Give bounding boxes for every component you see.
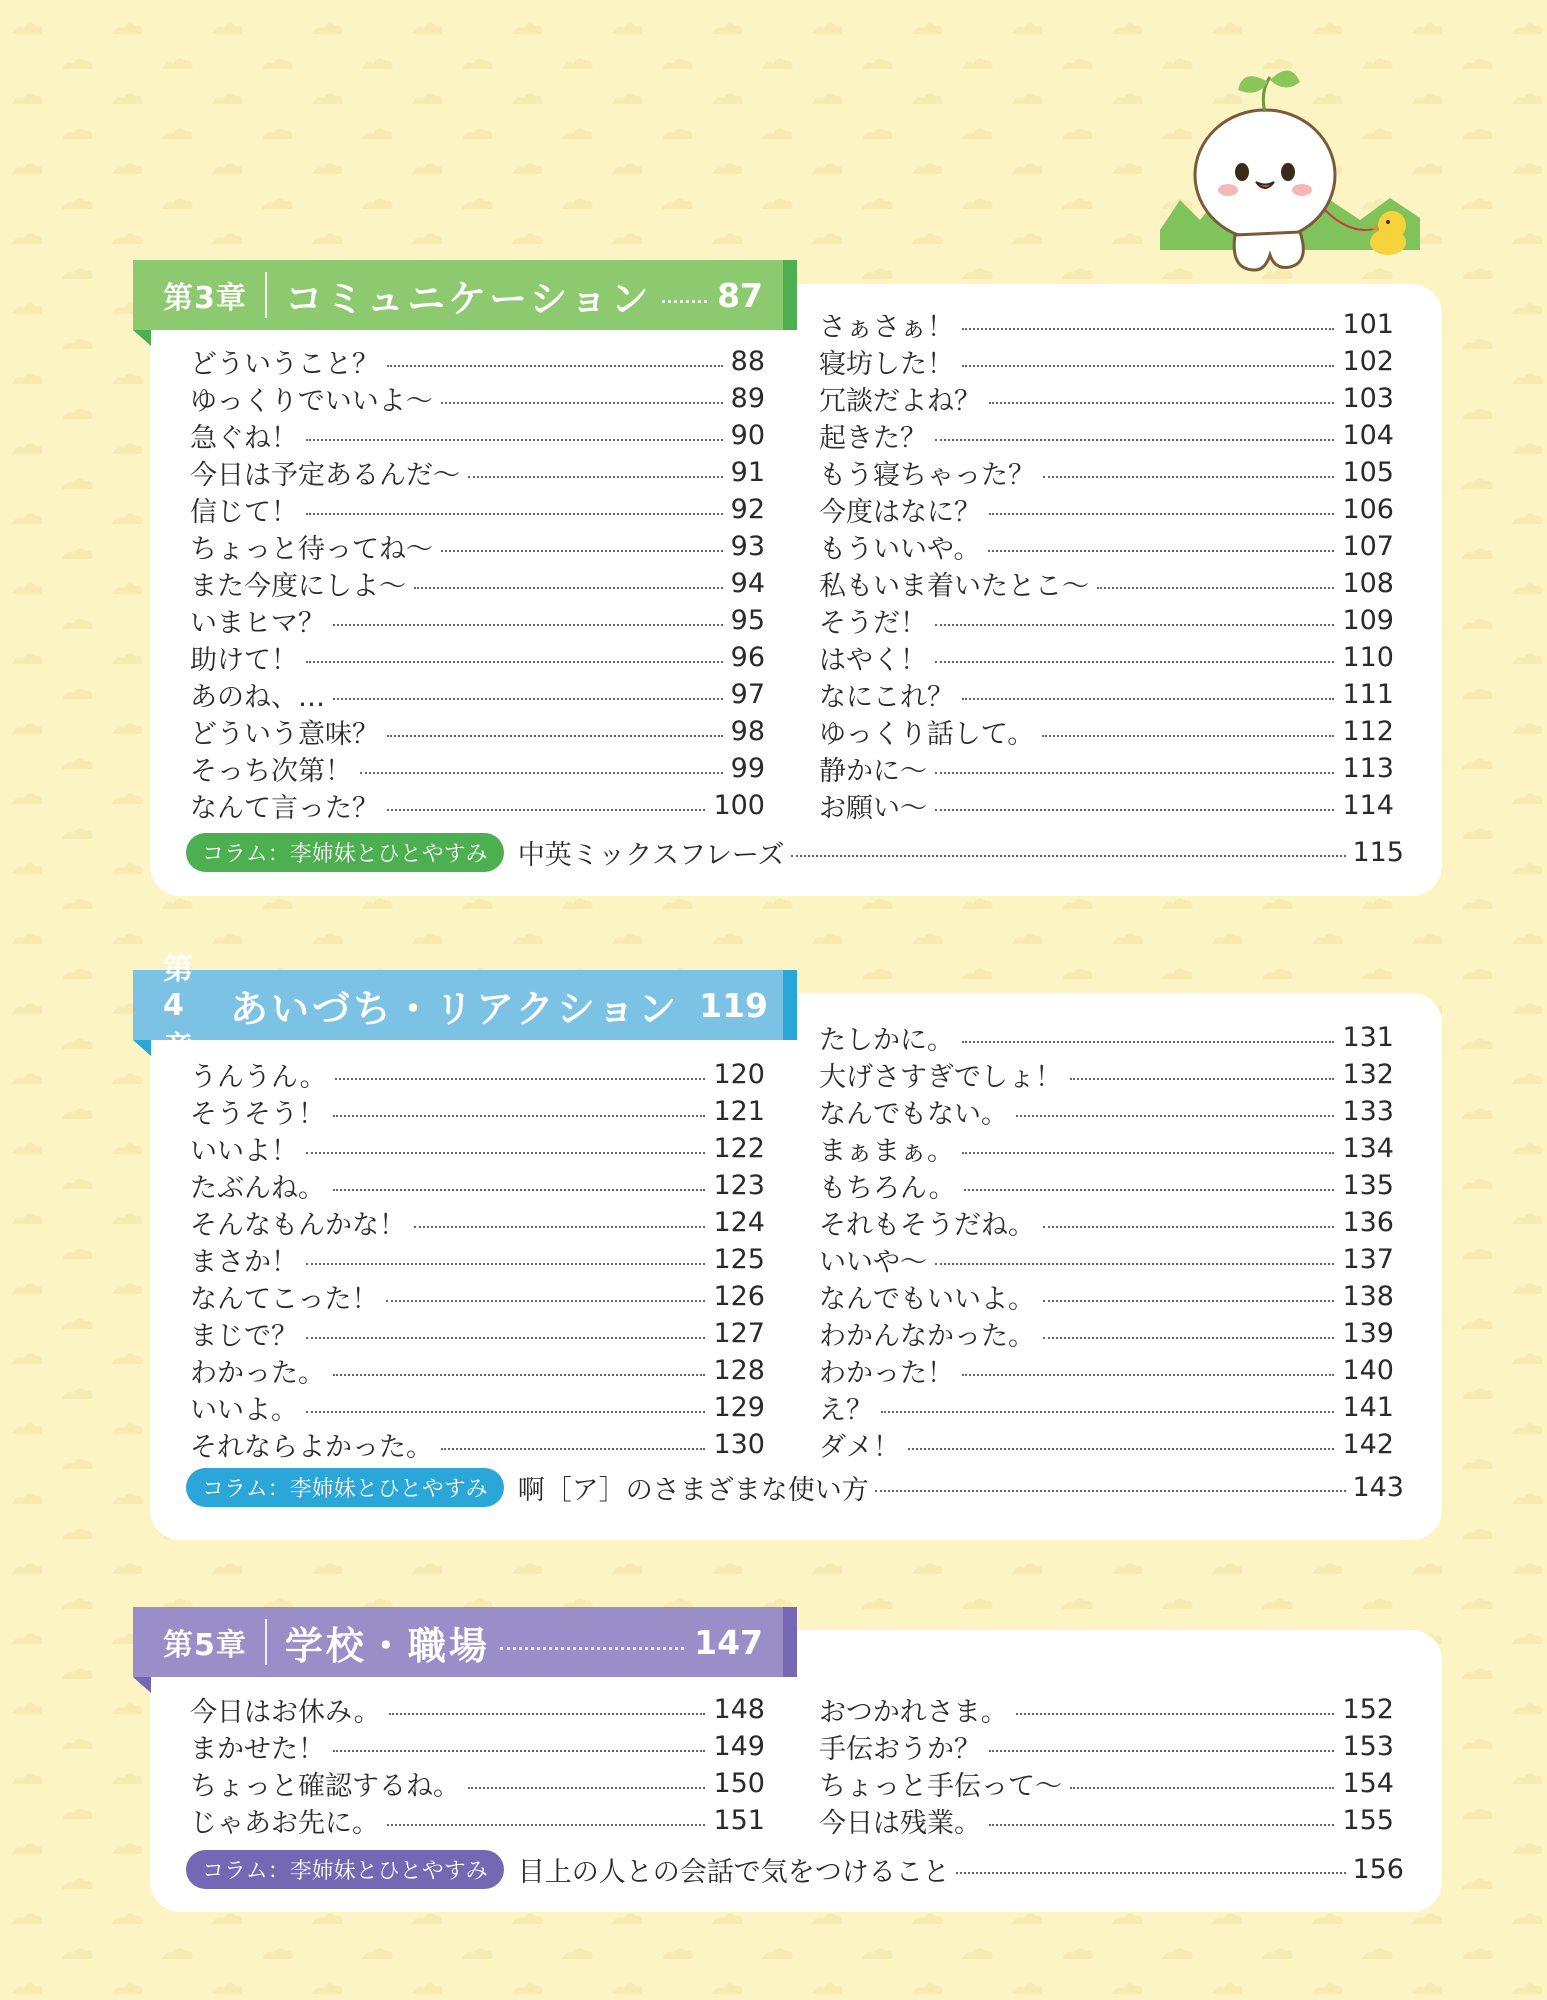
entry-page: 151 <box>713 1805 765 1836</box>
entry-title: また今度にしよ〜 <box>190 571 406 602</box>
toc-entry[interactable] <box>819 528 1394 565</box>
toc-entry[interactable] <box>819 380 1394 417</box>
entry-page: 109 <box>1342 605 1394 636</box>
banner-fold <box>133 1677 151 1693</box>
chapter-3-right-column <box>819 306 1394 824</box>
entry-page: 148 <box>713 1694 765 1725</box>
entry-page: 110 <box>1342 642 1394 673</box>
toc-entry[interactable] <box>819 750 1394 787</box>
toc-entry[interactable] <box>190 343 765 380</box>
leader-dots <box>1043 1337 1334 1339</box>
column-title: 目上の人との会話で気をつけること <box>517 1856 950 1888</box>
toc-entry[interactable] <box>819 1728 1394 1765</box>
entry-title: 手伝おうか？ <box>819 1734 981 1765</box>
toc-entry[interactable] <box>819 417 1394 454</box>
chapter-page: 87 <box>717 275 763 315</box>
leader-dots <box>306 439 723 441</box>
entry-title: なんでもいいよ。 <box>819 1284 1035 1315</box>
entry-title: お願い〜 <box>819 793 927 824</box>
leader-dots <box>333 624 723 626</box>
leader-dots <box>306 1411 705 1413</box>
banner-stripe <box>783 1607 797 1677</box>
entry-page: 111 <box>1342 679 1394 710</box>
toc-entry[interactable] <box>819 1019 1394 1056</box>
entry-title: 今日は残業。 <box>819 1808 981 1839</box>
toc-entry[interactable] <box>190 1241 765 1278</box>
toc-entry[interactable] <box>819 1093 1394 1130</box>
leader-dots <box>389 1713 706 1715</box>
banner-fold <box>133 1040 151 1056</box>
leader-dots <box>333 1189 705 1191</box>
toc-entry[interactable] <box>819 1315 1394 1352</box>
entry-title: いいや〜 <box>819 1247 927 1278</box>
leader-dots <box>306 661 723 663</box>
chapter-page: 147 <box>694 1622 763 1662</box>
entry-page: 153 <box>1342 1731 1394 1762</box>
toc-entry[interactable] <box>190 491 765 528</box>
entry-title: まさか！ <box>190 1247 298 1278</box>
entry-title: なんてこった！ <box>190 1284 379 1315</box>
entry-title: 冗談だよね？ <box>819 386 981 417</box>
entry-page: 97 <box>730 679 765 710</box>
toc-entry[interactable] <box>190 1167 765 1204</box>
leader-dots <box>333 698 723 700</box>
toc-entry[interactable] <box>819 602 1394 639</box>
banner-divider <box>265 272 267 318</box>
chapter-3-left-column <box>190 343 765 824</box>
chapter-4-right-column <box>819 1019 1394 1463</box>
entry-title: たぶんね。 <box>190 1173 325 1204</box>
entry-title: 急ぐね！ <box>190 423 298 454</box>
entry-title: ダメ！ <box>819 1432 900 1463</box>
entry-title: うんうん。 <box>190 1062 327 1093</box>
toc-entry[interactable] <box>819 565 1394 602</box>
leader-dots <box>387 1824 705 1826</box>
toc-entry[interactable] <box>190 380 765 417</box>
leader-dots <box>962 698 1334 700</box>
entry-page: 92 <box>730 494 765 525</box>
column-page: 143 <box>1352 1471 1404 1503</box>
entry-page: 123 <box>713 1170 765 1201</box>
column-badge: コラム：李姉妹とひとやすみ <box>186 833 504 872</box>
chapter-4-left-column <box>190 1056 765 1463</box>
entry-page: 129 <box>713 1392 765 1423</box>
leader-dots <box>989 513 1334 515</box>
leader-dots <box>1070 1787 1334 1789</box>
chapter-3-banner[interactable] <box>133 260 797 330</box>
column-page: 156 <box>1352 1853 1404 1885</box>
leader-dots <box>989 1824 1334 1826</box>
toc-entry[interactable] <box>190 1278 765 1315</box>
toc-entry[interactable] <box>190 713 765 750</box>
entry-page: 113 <box>1342 753 1394 784</box>
toc-entry[interactable] <box>190 750 765 787</box>
toc-entry[interactable] <box>819 491 1394 528</box>
entry-page: 108 <box>1342 568 1394 599</box>
leader-dots <box>881 1411 1334 1413</box>
entry-page: 128 <box>713 1355 765 1386</box>
leader-dots <box>333 1750 705 1752</box>
leader-dots <box>989 402 1334 404</box>
leader-dots <box>1043 476 1334 478</box>
toc-entry[interactable] <box>190 1093 765 1130</box>
entry-page: 131 <box>1342 1022 1394 1053</box>
leader-dots <box>962 328 1334 330</box>
chapter-5-column-row[interactable] <box>186 1849 1404 1889</box>
leader-dots <box>962 1374 1334 1376</box>
entry-page: 106 <box>1342 494 1394 525</box>
entry-page: 125 <box>713 1244 765 1275</box>
entry-title: 今度はなに？ <box>819 497 981 528</box>
entry-title: まぁまぁ。 <box>819 1136 954 1167</box>
entry-page: 105 <box>1342 457 1394 488</box>
entry-title: そっち次第！ <box>190 756 352 787</box>
toc-entry[interactable] <box>819 1426 1394 1463</box>
entry-page: 114 <box>1342 790 1394 821</box>
entry-title: まじで？ <box>190 1321 298 1352</box>
column-badge: コラム：李姉妹とひとやすみ <box>186 1468 504 1507</box>
leader-dots <box>1097 587 1334 589</box>
toc-entry[interactable] <box>190 1315 765 1352</box>
entry-page: 101 <box>1342 309 1394 340</box>
entry-title: なんでもない。 <box>819 1099 1008 1130</box>
toc-entry[interactable] <box>819 1389 1394 1426</box>
chapter-5-banner[interactable] <box>133 1607 797 1677</box>
entry-page: 138 <box>1342 1281 1394 1312</box>
banner-stripe <box>783 970 797 1040</box>
leader-dots <box>387 365 723 367</box>
banner-divider <box>265 1619 267 1665</box>
leader-dots <box>306 513 723 515</box>
entry-page: 142 <box>1342 1429 1394 1460</box>
leader-dots <box>875 1490 1347 1492</box>
entry-title: いいよ！ <box>190 1136 298 1167</box>
toc-entry[interactable] <box>819 639 1394 676</box>
leader-dots <box>962 1041 1334 1043</box>
leader-dots <box>306 1152 705 1154</box>
leader-dots <box>306 1263 705 1265</box>
toc-entry[interactable] <box>190 676 765 713</box>
toc-entry[interactable] <box>819 676 1394 713</box>
leader-dots <box>386 1300 705 1302</box>
entry-page: 155 <box>1342 1805 1394 1836</box>
entry-page: 94 <box>730 568 765 599</box>
entry-title: 今日はお休み。 <box>190 1697 381 1728</box>
leader-dots <box>935 1263 1334 1265</box>
entry-title: ゆっくり話して。 <box>819 719 1035 750</box>
toc-entry[interactable] <box>819 1278 1394 1315</box>
entry-title: 助けて！ <box>190 645 298 676</box>
entry-page: 134 <box>1342 1133 1394 1164</box>
entry-title: どういうこと？ <box>190 349 379 380</box>
toc-entry[interactable] <box>190 1204 765 1241</box>
chapter-title: コミュニケーション <box>284 275 652 321</box>
entry-page: 137 <box>1342 1244 1394 1275</box>
leader-dots <box>414 587 723 589</box>
banner-fold <box>133 330 151 346</box>
entry-page: 124 <box>713 1207 765 1238</box>
toc-entry[interactable] <box>190 1802 765 1839</box>
entry-title: なんて言った？ <box>190 793 379 824</box>
leader-dots <box>468 1787 705 1789</box>
toc-entry[interactable] <box>819 306 1394 343</box>
leader-dots <box>962 1152 1334 1154</box>
leader-dots <box>962 365 1334 367</box>
leader-dots <box>1016 1713 1335 1715</box>
toc-entry[interactable] <box>819 1130 1394 1167</box>
entry-title: おつかれさま。 <box>819 1697 1008 1728</box>
leader-dots <box>908 1448 1334 1450</box>
entry-title: 今日は予定あるんだ〜 <box>190 460 460 491</box>
entry-page: 102 <box>1342 346 1394 377</box>
banner-stripe <box>783 260 797 330</box>
chapter-number: 第4章 <box>163 951 194 1066</box>
leader-dots <box>935 809 1334 811</box>
leader-dots <box>387 809 705 811</box>
entry-title: わかった！ <box>819 1358 954 1389</box>
leader-dots <box>1016 1115 1334 1117</box>
leader-dots <box>441 1448 705 1450</box>
entry-title: 大げさすぎでしょ！ <box>819 1062 1062 1093</box>
toc-entry[interactable] <box>190 1389 765 1426</box>
leader-dots <box>989 1750 1334 1752</box>
entry-title: 信じて！ <box>190 497 298 528</box>
toc-entry[interactable] <box>819 1802 1394 1839</box>
leader-dots <box>935 439 1334 441</box>
toc-entry[interactable] <box>819 1167 1394 1204</box>
chapter-4-banner[interactable] <box>133 951 797 1066</box>
entry-title: わかんなかった。 <box>819 1321 1035 1352</box>
toc-entry[interactable] <box>819 343 1394 380</box>
entry-page: 90 <box>730 420 765 451</box>
chapter-number: 第5章 <box>163 1628 247 1663</box>
entry-title: 私もいま着いたとこ〜 <box>819 571 1089 602</box>
toc-entry[interactable] <box>190 528 765 565</box>
entry-page: 127 <box>713 1318 765 1349</box>
leader-dots <box>791 855 1347 857</box>
leader-dots <box>1070 1078 1334 1080</box>
entry-page: 139 <box>1342 1318 1394 1349</box>
entry-page: 135 <box>1342 1170 1394 1201</box>
toc-entry[interactable] <box>819 713 1394 750</box>
leader-dots <box>500 1647 684 1650</box>
entry-title: わかった。 <box>190 1358 325 1389</box>
toc-entry[interactable] <box>819 1691 1394 1728</box>
toc-entry[interactable] <box>190 1352 765 1389</box>
entry-page: 121 <box>713 1096 765 1127</box>
entry-page: 150 <box>713 1768 765 1799</box>
leader-dots <box>387 735 723 737</box>
toc-entry[interactable] <box>190 787 765 824</box>
chapter-title: 学校・職場 <box>284 1622 490 1668</box>
entry-title: もちろん。 <box>819 1173 956 1204</box>
entry-page: 122 <box>713 1133 765 1164</box>
toc-entry[interactable] <box>819 1204 1394 1241</box>
entry-page: 141 <box>1342 1392 1394 1423</box>
entry-page: 99 <box>730 753 765 784</box>
entry-title: もう寝ちゃった？ <box>819 460 1035 491</box>
toc-entry[interactable] <box>190 1130 765 1167</box>
entry-page: 130 <box>713 1429 765 1460</box>
entry-title: それもそうだね。 <box>819 1210 1035 1241</box>
leader-dots <box>441 402 723 404</box>
entry-title: いいよ。 <box>190 1395 298 1426</box>
leader-dots <box>306 1337 705 1339</box>
column-page: 115 <box>1352 836 1404 868</box>
entry-page: 104 <box>1342 420 1394 451</box>
leader-dots <box>335 1078 706 1080</box>
leader-dots <box>360 772 723 774</box>
toc-entry[interactable] <box>819 1765 1394 1802</box>
entry-page: 96 <box>730 642 765 673</box>
toc-entry[interactable] <box>819 454 1394 491</box>
entry-page: 95 <box>730 605 765 636</box>
entry-title: 起きた？ <box>819 423 927 454</box>
toc-entry[interactable] <box>190 565 765 602</box>
entry-title: え？ <box>819 1395 873 1426</box>
entry-title: いまヒマ？ <box>190 608 325 639</box>
chapter-5-left-column <box>190 1691 765 1839</box>
entry-page: 149 <box>713 1731 765 1762</box>
entry-title: なにこれ？ <box>819 682 954 713</box>
leader-dots <box>1042 735 1334 737</box>
entry-title: ちょっと手伝って〜 <box>819 1771 1062 1802</box>
toc-entry[interactable] <box>190 1765 765 1802</box>
entry-title: たしかに。 <box>819 1025 954 1056</box>
leader-dots <box>468 476 723 478</box>
entry-title: じゃあお先に。 <box>190 1808 379 1839</box>
toc-entry[interactable] <box>190 1426 765 1463</box>
entry-page: 140 <box>1342 1355 1394 1386</box>
entry-title: どういう意味？ <box>190 719 379 750</box>
chapter-number: 第3章 <box>163 281 247 316</box>
leader-dots <box>333 1374 705 1376</box>
leader-dots <box>935 624 1334 626</box>
entry-page: 103 <box>1342 383 1394 414</box>
column-title: 中英ミックスフレーズ <box>517 839 785 871</box>
chapter-4-column-row[interactable] <box>186 1467 1404 1507</box>
entry-title: もういいや。 <box>819 534 981 565</box>
entry-title: さぁさぁ！ <box>819 312 954 343</box>
chapter-3-column-row[interactable] <box>186 832 1404 872</box>
leader-dots <box>414 1226 705 1228</box>
chapter-title: あいづち・リアクション <box>230 985 680 1031</box>
entry-page: 88 <box>730 346 765 377</box>
column-title: 啊［ア］のさまざまな使い方 <box>517 1474 869 1506</box>
leader-dots <box>662 300 707 303</box>
entry-page: 136 <box>1342 1207 1394 1238</box>
entry-page: 93 <box>730 531 765 562</box>
entry-title: はやく！ <box>819 645 927 676</box>
leader-dots <box>333 1115 705 1117</box>
leader-dots <box>1043 1300 1334 1302</box>
leader-dots <box>1043 1226 1334 1228</box>
chapter-page: 119 <box>699 985 768 1025</box>
entry-page: 152 <box>1342 1694 1394 1725</box>
toc-entry[interactable] <box>190 1691 765 1728</box>
entry-title: そんなもんかな！ <box>190 1210 406 1241</box>
entry-title: ちょっと待ってね〜 <box>190 534 433 565</box>
entry-page: 133 <box>1342 1096 1394 1127</box>
toc-entry[interactable] <box>819 787 1394 824</box>
chapter-5-right-column <box>819 1691 1394 1839</box>
toc-entry[interactable] <box>819 1056 1394 1093</box>
entry-title: ちょっと確認するね。 <box>190 1771 460 1802</box>
leader-dots <box>935 772 1334 774</box>
column-badge: コラム：李姉妹とひとやすみ <box>186 1850 504 1889</box>
entry-title: 静かに〜 <box>819 756 927 787</box>
entry-page: 89 <box>730 383 765 414</box>
entry-page: 126 <box>713 1281 765 1312</box>
entry-page: 154 <box>1342 1768 1394 1799</box>
entry-page: 100 <box>713 790 765 821</box>
toc-entry[interactable] <box>190 1056 765 1093</box>
toc-entry[interactable] <box>190 417 765 454</box>
entry-page: 120 <box>713 1059 765 1090</box>
mascot-illustration <box>1160 60 1420 285</box>
entry-page: 132 <box>1342 1059 1394 1090</box>
entry-page: 112 <box>1342 716 1394 747</box>
toc-entry[interactable] <box>190 1728 765 1765</box>
entry-title: そうだ！ <box>819 608 927 639</box>
entry-title: それならよかった。 <box>190 1432 433 1463</box>
entry-page: 91 <box>730 457 765 488</box>
toc-entry[interactable] <box>190 454 765 491</box>
entry-title: ゆっくりでいいよ〜 <box>190 386 433 417</box>
entry-page: 98 <box>730 716 765 747</box>
entry-title: あのね、… <box>190 682 325 713</box>
toc-entry[interactable] <box>190 602 765 639</box>
entry-title: そうそう！ <box>190 1099 325 1130</box>
leader-dots <box>956 1872 1347 1874</box>
entry-title: 寝坊した！ <box>819 349 954 380</box>
entry-page: 107 <box>1342 531 1394 562</box>
toc-entry[interactable] <box>190 639 765 676</box>
toc-entry[interactable] <box>819 1241 1394 1278</box>
leader-dots <box>935 661 1334 663</box>
toc-entry[interactable] <box>819 1352 1394 1389</box>
leader-dots <box>964 1189 1335 1191</box>
entry-title: まかせた！ <box>190 1734 325 1765</box>
leader-dots <box>988 550 1334 552</box>
leader-dots <box>441 550 723 552</box>
